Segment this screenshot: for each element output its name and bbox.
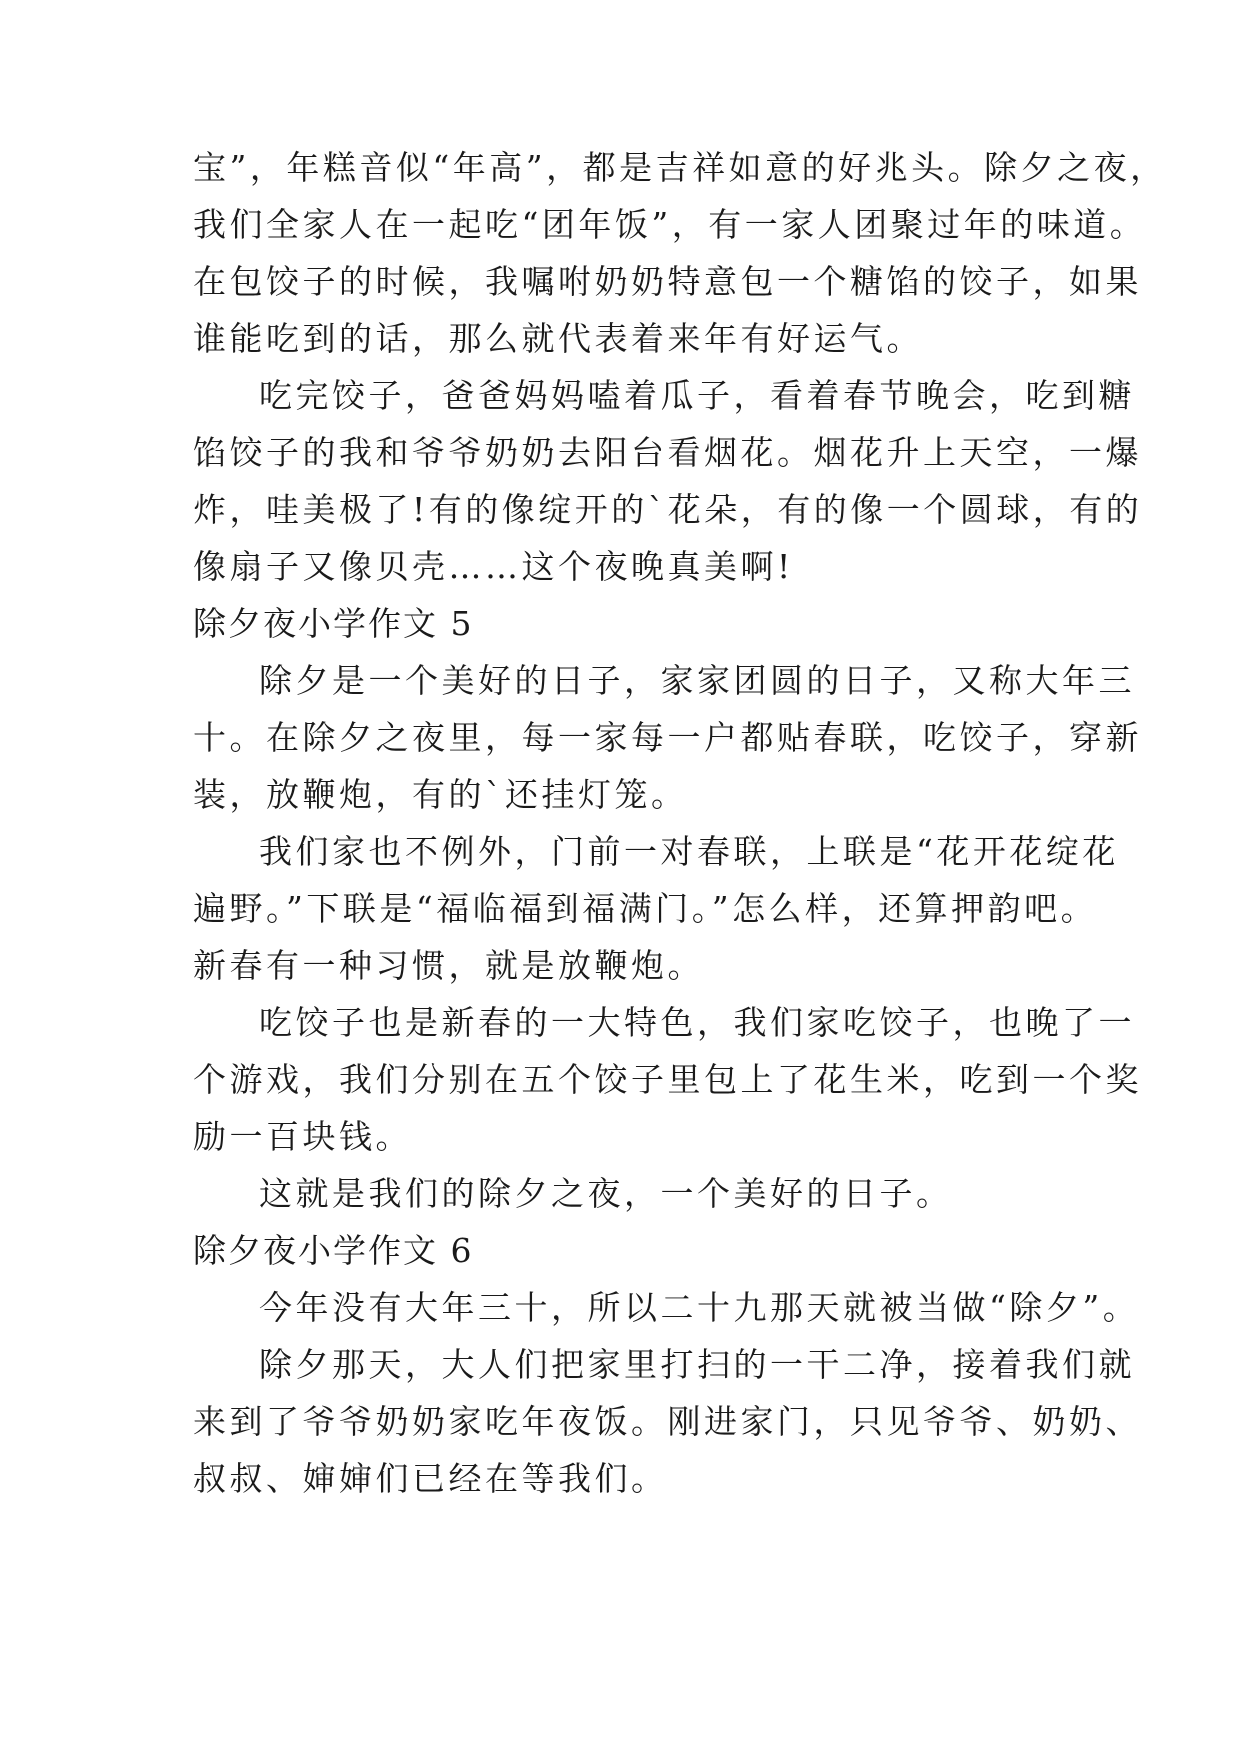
paragraph-first-line: 除夕那天，大人们把家里打扫的一干二净，接着我们就 (259, 1345, 1135, 1384)
body-text-line: 谁能吃到的话，那么就代表着来年有好运气。 (193, 319, 923, 358)
body-text-line: 馅饺子的我和爷爷奶奶去阳台看烟花。烟花升上天空，一爆 (193, 433, 1142, 472)
body-text-line: 新春有一种习惯，就是放鞭炮。 (193, 946, 704, 985)
paragraph-first-line: 我们家也不例外，门前一对春联，上联是“花开花绽花 (259, 832, 1119, 871)
paragraph-first-line: 吃完饺子，爸爸妈妈嗑着瓜子，看着春节晚会，吃到糖 (259, 376, 1135, 415)
body-text-line: 个游戏，我们分别在五个饺子里包上了花生米，吃到一个奖 (193, 1060, 1142, 1099)
body-text-line: 装，放鞭炮，有的`还挂灯笼。 (193, 775, 688, 814)
body-text-line: 遍野。”下联是“福临福到福满门。”怎么样，还算押韵吧。 (193, 889, 1098, 928)
body-text-line: 来到了爷爷奶奶家吃年夜饭。刚进家门，只见爷爷、奶奶、 (193, 1402, 1142, 1441)
paragraph-first-line: 除夕是一个美好的日子，家家团圆的日子，又称大年三 (259, 661, 1135, 700)
body-text-line: 像扇子又像贝壳……这个夜晚真美啊! (193, 547, 794, 586)
body-text-line: 在包饺子的时候，我嘱咐奶奶特意包一个糖馅的饺子，如果 (193, 262, 1142, 301)
body-text-line: 励一百块钱。 (193, 1117, 412, 1156)
paragraph-first-line: 这就是我们的除夕之夜，一个美好的日子。 (259, 1174, 953, 1213)
body-text-line: 宝”，年糕音似“年高”，都是吉祥如意的好兆头。除夕之夜， (193, 148, 1167, 187)
paragraph-first-line: 今年没有大年三十，所以二十九那天就被当做“除夕”。 (259, 1288, 1140, 1327)
body-text-line: 叔叔、婶婶们已经在等我们。 (193, 1459, 668, 1498)
section-heading: 除夕夜小学作文 6 (193, 1231, 474, 1270)
section-heading: 除夕夜小学作文 5 (193, 604, 474, 643)
body-text-line: 我们全家人在一起吃“团年饭”，有一家人团聚过年的味道。 (193, 205, 1147, 244)
body-text-line: 十。在除夕之夜里，每一家每一户都贴春联，吃饺子，穿新 (193, 718, 1142, 757)
body-text-line: 炸，哇美极了!有的像绽开的`花朵，有的像一个圆球，有的 (193, 490, 1143, 529)
paragraph-first-line: 吃饺子也是新春的一大特色，我们家吃饺子，也晚了一 (259, 1003, 1135, 1042)
